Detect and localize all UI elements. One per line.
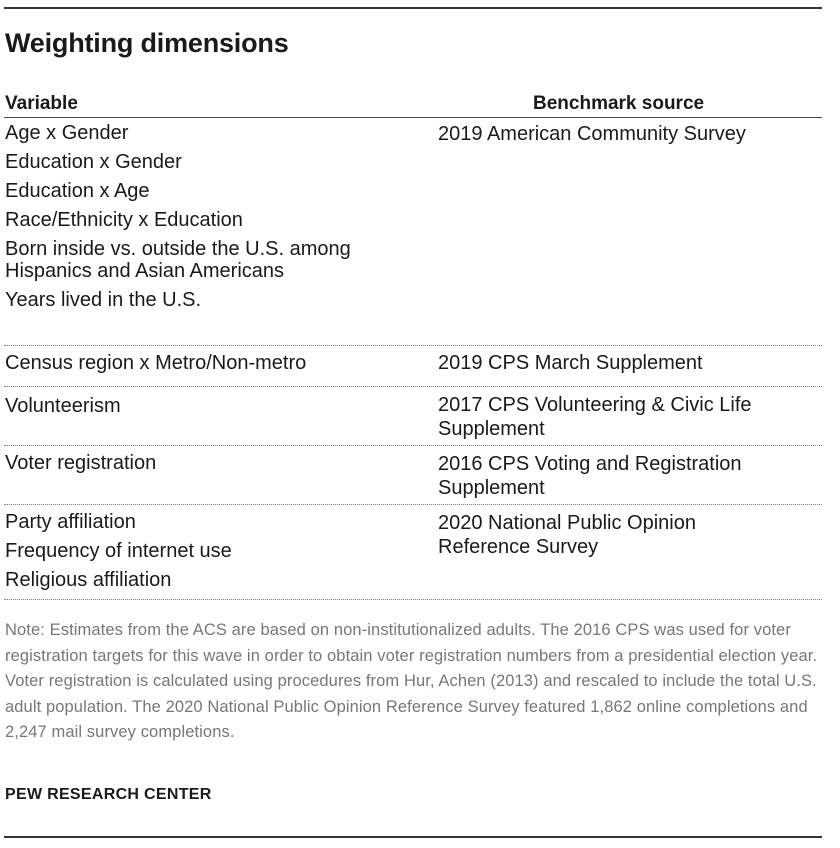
- variable-item: Volunteerism: [5, 395, 121, 417]
- footnote: Note: Estimates from the ACS are based on non-institutionalized adults. The 2016 CPS was used for voter registration targets for this wave in order to obtain voter registration numbers from a presidential election year. Voter registration is calculated using procedures from Hur, Achen (2013) and rescaled to include the total U.S. adult population. The 2020 National Public Opinion Reference Survey featured 1,862 online completions and 2,247 mail survey completions.: [5, 621, 818, 741]
- benchmark-source: 2016 CPS Voting and Registration Supplement: [438, 453, 742, 499]
- benchmark-source: 2019 CPS March Supplement: [438, 352, 703, 374]
- variable-item: Voter registration: [5, 452, 157, 474]
- header-rule: [4, 117, 822, 118]
- variable-item: Frequency of internet use: [5, 540, 232, 562]
- source-credit: PEW RESEARCH CENTER: [5, 786, 212, 803]
- table-row-group: [4, 504, 822, 597]
- variable-item: Years lived in the U.S.: [5, 289, 202, 311]
- table-row-group: [4, 386, 822, 443]
- variable-item: Born inside vs. outside the U.S. among Hispanics and Asian Americans: [5, 238, 351, 282]
- variable-item: Race/Ethnicity x Education: [5, 209, 243, 231]
- variable-item: Age x Gender: [5, 122, 129, 144]
- table-bottom-rule: [4, 599, 822, 600]
- variable-item: Religious affiliation: [5, 569, 172, 591]
- page-title: Weighting dimensions: [5, 28, 289, 58]
- bottom-rule: [4, 836, 822, 838]
- table-row-group: [4, 120, 822, 342]
- variable-item: Education x Age: [5, 180, 150, 202]
- variable-list: [5, 511, 425, 598]
- variable-list: [5, 395, 425, 424]
- benchmark-source: 2020 National Public Opinion Reference Survey: [438, 512, 696, 558]
- column-header-variable: Variable: [5, 93, 78, 114]
- top-rule: [4, 7, 822, 9]
- benchmark-source: 2017 CPS Volunteering & Civic Life Supplement: [438, 394, 752, 440]
- column-header-source: Benchmark source: [533, 93, 705, 114]
- table-row-group: [4, 445, 822, 502]
- variable-item: Party affiliation: [5, 511, 136, 533]
- variable-list: [5, 352, 425, 381]
- benchmark-source: 2019 American Community Survey: [438, 123, 746, 145]
- table-row-group: [4, 345, 822, 384]
- variable-item: Education x Gender: [5, 151, 182, 173]
- variable-item: Census region x Metro/Non-metro: [5, 352, 307, 374]
- variable-list: [5, 122, 425, 318]
- variable-list: [5, 452, 425, 481]
